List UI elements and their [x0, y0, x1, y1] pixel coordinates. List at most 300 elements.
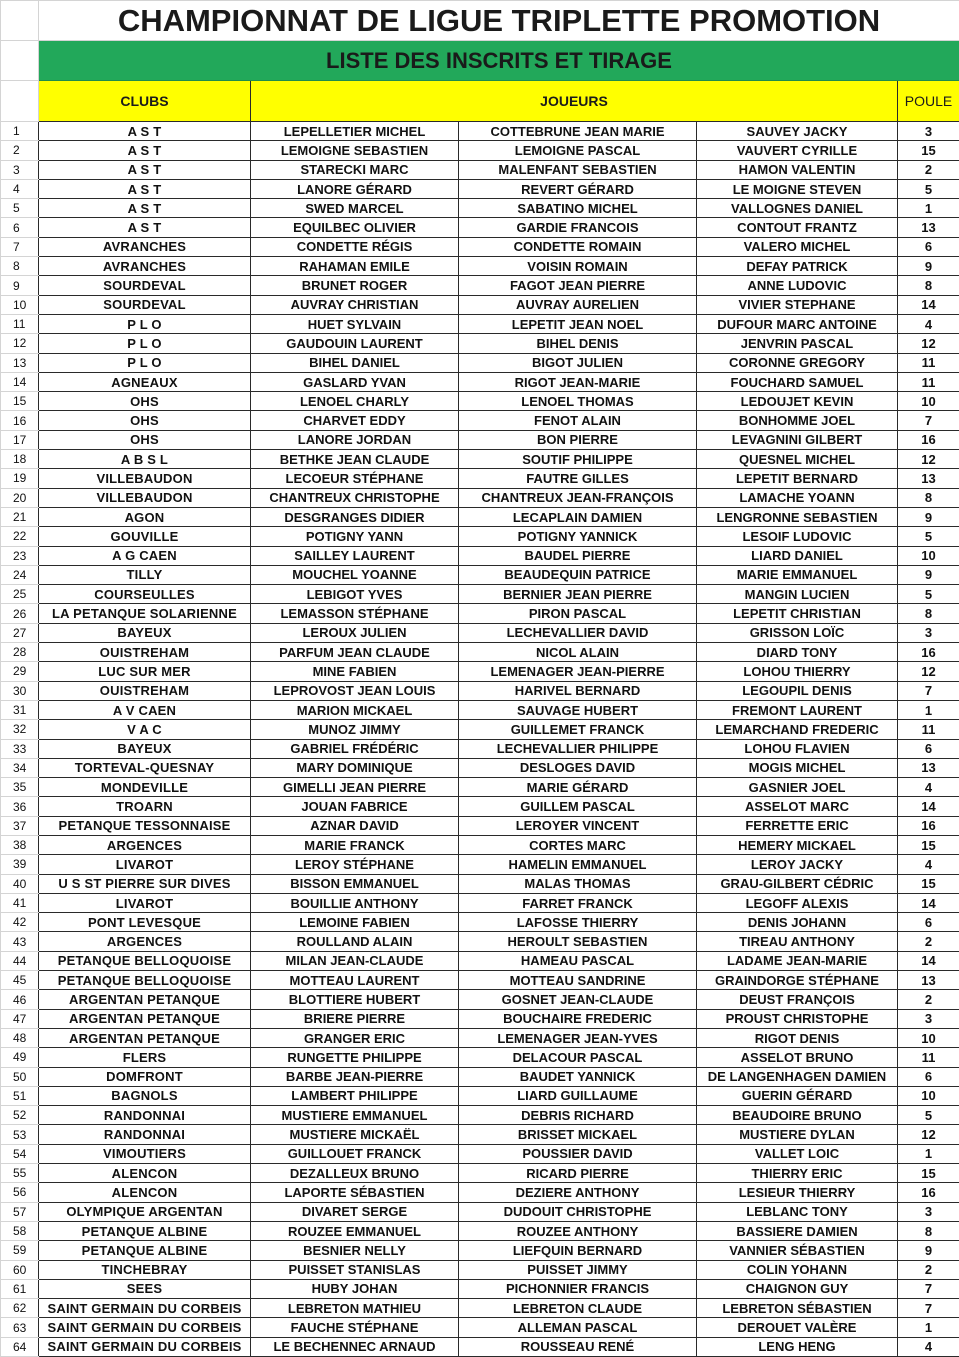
row-number: 6 [1, 218, 39, 237]
player-3-cell: MARIE EMMANUEL [697, 565, 898, 584]
row-number: 33 [1, 739, 39, 758]
player-1-cell: LENOEL CHARLY [251, 392, 459, 411]
row-number: 16 [1, 411, 39, 430]
table-row [1, 990, 959, 1009]
table-row [1, 295, 959, 314]
poule-cell: 5 [898, 1106, 959, 1125]
club-cell: SAINT GERMAIN DU CORBEIS [39, 1318, 251, 1337]
row-number: 51 [1, 1086, 39, 1105]
player-3-cell: ANNE LUDOVIC [697, 276, 898, 295]
poule-cell: 14 [898, 797, 959, 816]
table-row [1, 758, 959, 777]
player-3-cell: DENIS JOHANN [697, 913, 898, 932]
player-3-cell: MOGIS MICHEL [697, 758, 898, 777]
club-cell: BAYEUX [39, 623, 251, 642]
row-number: 40 [1, 874, 39, 893]
player-1-cell: FAUCHE STÉPHANE [251, 1318, 459, 1337]
club-cell: P L O [39, 314, 251, 333]
poule-cell: 7 [898, 681, 959, 700]
poule-cell: 10 [898, 546, 959, 565]
player-2-cell: LECHEVALLIER PHILIPPE [459, 739, 697, 758]
player-1-cell: GIMELLI JEAN PIERRE [251, 778, 459, 797]
player-1-cell: GASLARD YVAN [251, 372, 459, 391]
player-2-cell: PUISSET JIMMY [459, 1260, 697, 1279]
poule-cell: 4 [898, 314, 959, 333]
row-number: 10 [1, 295, 39, 314]
poule-cell: 11 [898, 1048, 959, 1067]
club-cell: PETANQUE ALBINE [39, 1241, 251, 1260]
club-cell: AVRANCHES [39, 237, 251, 256]
player-3-cell: GUERIN GÉRARD [697, 1086, 898, 1105]
row-number: 55 [1, 1164, 39, 1183]
table-row [1, 681, 959, 700]
club-cell: OLYMPIQUE ARGENTAN [39, 1202, 251, 1221]
player-3-cell: DEUST FRANÇOIS [697, 990, 898, 1009]
club-cell: A S T [39, 218, 251, 237]
player-3-cell: LENG HENG [697, 1337, 898, 1356]
poule-cell: 2 [898, 1260, 959, 1279]
player-2-cell: SABATINO MICHEL [459, 199, 697, 218]
player-2-cell: NICOL ALAIN [459, 643, 697, 662]
player-2-cell: LECHEVALLIER DAVID [459, 623, 697, 642]
poule-cell: 9 [898, 1241, 959, 1260]
row-number: 28 [1, 643, 39, 662]
table-row [1, 1183, 959, 1202]
player-1-cell: MUNOZ JIMMY [251, 720, 459, 739]
club-cell: ARGENTAN PETANQUE [39, 1028, 251, 1047]
player-2-cell: FARRET FRANCK [459, 893, 697, 912]
row-number: 44 [1, 951, 39, 970]
table-row [1, 816, 959, 835]
table-row [1, 662, 959, 681]
poule-cell: 9 [898, 257, 959, 276]
poule-cell: 4 [898, 855, 959, 874]
player-1-cell: LEMOINE FABIEN [251, 913, 459, 932]
club-cell: PETANQUE ALBINE [39, 1221, 251, 1240]
row-number: 30 [1, 681, 39, 700]
poule-cell: 16 [898, 816, 959, 835]
table-row [1, 122, 959, 141]
player-2-cell: REVERT GÉRARD [459, 179, 697, 198]
poule-cell: 9 [898, 565, 959, 584]
player-2-cell: LEROYER VINCENT [459, 816, 697, 835]
player-2-cell: DEBRIS RICHARD [459, 1106, 697, 1125]
club-cell: LUC SUR MER [39, 662, 251, 681]
player-2-cell: LIARD GUILLAUME [459, 1086, 697, 1105]
player-3-cell: GASNIER JOEL [697, 778, 898, 797]
table-row [1, 1337, 959, 1356]
club-cell: LIVAROT [39, 855, 251, 874]
player-3-cell: LEBRETON SÉBASTIEN [697, 1299, 898, 1318]
table-row [1, 604, 959, 623]
player-2-cell: BEAUDEQUIN PATRICE [459, 565, 697, 584]
player-3-cell: VALLET LOIC [697, 1144, 898, 1163]
table-row [1, 527, 959, 546]
poule-cell: 8 [898, 276, 959, 295]
table-row [1, 160, 959, 179]
player-3-cell: LEBLANC TONY [697, 1202, 898, 1221]
player-2-cell: LEMENAGER JEAN-YVES [459, 1028, 697, 1047]
table-row [1, 199, 959, 218]
poule-cell: 12 [898, 334, 959, 353]
row-number: 36 [1, 797, 39, 816]
poule-cell: 15 [898, 874, 959, 893]
player-2-cell: HARIVEL BERNARD [459, 681, 697, 700]
poule-cell: 11 [898, 720, 959, 739]
player-1-cell: LEBIGOT YVES [251, 585, 459, 604]
player-1-cell: BLOTTIERE HUBERT [251, 990, 459, 1009]
poule-cell: 12 [898, 1125, 959, 1144]
poule-cell: 5 [898, 179, 959, 198]
player-2-cell: RIGOT JEAN-MARIE [459, 372, 697, 391]
player-1-cell: BRIERE PIERRE [251, 1009, 459, 1028]
player-2-cell: DESLOGES DAVID [459, 758, 697, 777]
club-cell: U S ST PIERRE SUR DIVES [39, 874, 251, 893]
row-number: 11 [1, 314, 39, 333]
table-row [1, 1028, 959, 1047]
club-cell: PETANQUE TESSONNAISE [39, 816, 251, 835]
player-1-cell: HUBY JOHAN [251, 1279, 459, 1298]
player-3-cell: LIARD DANIEL [697, 546, 898, 565]
club-cell: TINCHEBRAY [39, 1260, 251, 1279]
poule-cell: 16 [898, 430, 959, 449]
table-row [1, 392, 959, 411]
player-3-cell: DEROUET VALÈRE [697, 1318, 898, 1337]
poule-cell: 10 [898, 1086, 959, 1105]
table-row [1, 237, 959, 256]
club-cell: VILLEBAUDON [39, 469, 251, 488]
club-cell: ALENCON [39, 1183, 251, 1202]
player-3-cell: LENGRONNE SEBASTIEN [697, 507, 898, 526]
player-1-cell: LANORE JORDAN [251, 430, 459, 449]
row-number: 17 [1, 430, 39, 449]
player-3-cell: GRAU-GILBERT CÉDRIC [697, 874, 898, 893]
table-row [1, 565, 959, 584]
club-cell: LA PETANQUE SOLARIENNE [39, 604, 251, 623]
row-number: 26 [1, 604, 39, 623]
club-cell: AGON [39, 507, 251, 526]
player-3-cell: LESIEUR THIERRY [697, 1183, 898, 1202]
poule-cell: 8 [898, 604, 959, 623]
club-cell: ARGENTAN PETANQUE [39, 990, 251, 1009]
poule-cell: 8 [898, 488, 959, 507]
table-row [1, 1125, 959, 1144]
player-1-cell: LEMASSON STÉPHANE [251, 604, 459, 623]
player-3-cell: GRISSON LOÏC [697, 623, 898, 642]
player-3-cell: FERRETTE ERIC [697, 816, 898, 835]
table-row [1, 874, 959, 893]
player-1-cell: BOUILLIE ANTHONY [251, 893, 459, 912]
player-2-cell: HAMEAU PASCAL [459, 951, 697, 970]
club-cell: COURSEULLES [39, 585, 251, 604]
player-2-cell: GUILLEM PASCAL [459, 797, 697, 816]
player-2-cell: MOTTEAU SANDRINE [459, 971, 697, 990]
table-row [1, 1067, 959, 1086]
player-3-cell: DIARD TONY [697, 643, 898, 662]
row-number: 2 [1, 141, 39, 160]
player-1-cell: GUILLOUET FRANCK [251, 1144, 459, 1163]
player-2-cell: BON PIERRE [459, 430, 697, 449]
player-2-cell: LAFOSSE THIERRY [459, 913, 697, 932]
poule-cell: 10 [898, 1028, 959, 1047]
player-2-cell: SOUTIF PHILIPPE [459, 450, 697, 469]
club-cell: SAINT GERMAIN DU CORBEIS [39, 1299, 251, 1318]
player-1-cell: SAILLEY LAURENT [251, 546, 459, 565]
club-cell: A V CAEN [39, 700, 251, 719]
corner-cell [1, 81, 39, 122]
poule-cell: 11 [898, 372, 959, 391]
club-cell: A G CAEN [39, 546, 251, 565]
player-3-cell: DEFAY PATRICK [697, 257, 898, 276]
row-number: 52 [1, 1106, 39, 1125]
player-1-cell: PUISSET STANISLAS [251, 1260, 459, 1279]
player-2-cell: BAUDEL PIERRE [459, 546, 697, 565]
poule-cell: 13 [898, 218, 959, 237]
player-3-cell: LE MOIGNE STEVEN [697, 179, 898, 198]
player-3-cell: LADAME JEAN-MARIE [697, 951, 898, 970]
player-1-cell: STARECKI MARC [251, 160, 459, 179]
club-cell: RANDONNAI [39, 1106, 251, 1125]
player-2-cell: LEBRETON CLAUDE [459, 1299, 697, 1318]
club-cell: V A C [39, 720, 251, 739]
player-3-cell: LOHOU THIERRY [697, 662, 898, 681]
table-row [1, 1279, 959, 1298]
poule-cell: 7 [898, 411, 959, 430]
club-cell: FLERS [39, 1048, 251, 1067]
table-row [1, 1086, 959, 1105]
player-2-cell: LEPETIT JEAN NOEL [459, 314, 697, 333]
table-row [1, 1009, 959, 1028]
player-2-cell: ROUZEE ANTHONY [459, 1221, 697, 1240]
player-3-cell: DUFOUR MARC ANTOINE [697, 314, 898, 333]
player-2-cell: GUILLEMET FRANCK [459, 720, 697, 739]
row-number: 60 [1, 1260, 39, 1279]
player-2-cell: BERNIER JEAN PIERRE [459, 585, 697, 604]
poule-cell: 3 [898, 623, 959, 642]
table-row [1, 700, 959, 719]
player-3-cell: LAMACHE YOANN [697, 488, 898, 507]
club-cell: BAGNOLS [39, 1086, 251, 1105]
player-3-cell: VALERO MICHEL [697, 237, 898, 256]
player-3-cell: LEROY JACKY [697, 855, 898, 874]
player-3-cell: LEPETIT CHRISTIAN [697, 604, 898, 623]
table-row [1, 585, 959, 604]
player-2-cell: BRISSET MICKAEL [459, 1125, 697, 1144]
player-1-cell: HUET SYLVAIN [251, 314, 459, 333]
page-title: CHAMPIONNAT DE LIGUE TRIPLETTE PROMOTION [39, 1, 959, 41]
poule-cell: 15 [898, 141, 959, 160]
club-cell: ARGENTAN PETANQUE [39, 1009, 251, 1028]
player-3-cell: COLIN YOHANN [697, 1260, 898, 1279]
poule-cell: 6 [898, 913, 959, 932]
club-cell: LIVAROT [39, 893, 251, 912]
player-3-cell: CONTOUT FRANTZ [697, 218, 898, 237]
player-2-cell: GOSNET JEAN-CLAUDE [459, 990, 697, 1009]
player-3-cell: SAUVEY JACKY [697, 122, 898, 141]
player-2-cell: ROUSSEAU RENÉ [459, 1337, 697, 1356]
player-3-cell: QUESNEL MICHEL [697, 450, 898, 469]
player-3-cell: VALLOGNES DANIEL [697, 199, 898, 218]
player-3-cell: VANNIER SÉBASTIEN [697, 1241, 898, 1260]
player-2-cell: LEMENAGER JEAN-PIERRE [459, 662, 697, 681]
player-1-cell: GRANGER ERIC [251, 1028, 459, 1047]
player-1-cell: CONDETTE RÉGIS [251, 237, 459, 256]
poule-cell: 13 [898, 758, 959, 777]
club-cell: A S T [39, 160, 251, 179]
club-cell: P L O [39, 353, 251, 372]
player-1-cell: ROUZEE EMMANUEL [251, 1221, 459, 1240]
poule-cell: 4 [898, 1337, 959, 1356]
player-3-cell: LESOIF LUDOVIC [697, 527, 898, 546]
corner-cell [1, 1, 39, 41]
table-row [1, 430, 959, 449]
table-row [1, 1048, 959, 1067]
player-3-cell: BASSIERE DAMIEN [697, 1221, 898, 1240]
player-2-cell: HAMELIN EMMANUEL [459, 855, 697, 874]
table-row [1, 913, 959, 932]
club-cell: PONT LEVESQUE [39, 913, 251, 932]
player-2-cell: LIEFQUIN BERNARD [459, 1241, 697, 1260]
table-row [1, 932, 959, 951]
player-3-cell: LEDOUJET KEVIN [697, 392, 898, 411]
poule-cell: 13 [898, 469, 959, 488]
row-number: 1 [1, 122, 39, 141]
club-cell: VILLEBAUDON [39, 488, 251, 507]
player-3-cell: DE LANGENHAGEN DAMIEN [697, 1067, 898, 1086]
row-number: 62 [1, 1299, 39, 1318]
poule-cell: 14 [898, 295, 959, 314]
club-cell: PETANQUE BELLOQUOISE [39, 951, 251, 970]
player-1-cell: BISSON EMMANUEL [251, 874, 459, 893]
row-number: 12 [1, 334, 39, 353]
club-cell: MONDEVILLE [39, 778, 251, 797]
table-row [1, 1299, 959, 1318]
poule-cell: 12 [898, 450, 959, 469]
row-number: 25 [1, 585, 39, 604]
club-cell: TILLY [39, 565, 251, 584]
player-2-cell: BIGOT JULIEN [459, 353, 697, 372]
poule-cell: 11 [898, 353, 959, 372]
club-cell: RANDONNAI [39, 1125, 251, 1144]
poule-cell: 3 [898, 1009, 959, 1028]
club-cell: GOUVILLE [39, 527, 251, 546]
club-cell: BAYEUX [39, 739, 251, 758]
player-3-cell: FREMONT LAURENT [697, 700, 898, 719]
club-cell: TROARN [39, 797, 251, 816]
club-cell: PETANQUE BELLOQUOISE [39, 971, 251, 990]
table-row [1, 372, 959, 391]
player-2-cell: AUVRAY AURELIEN [459, 295, 697, 314]
player-2-cell: PICHONNIER FRANCIS [459, 1279, 697, 1298]
player-1-cell: CHARVET EDDY [251, 411, 459, 430]
corner-cell [1, 41, 39, 81]
row-number: 23 [1, 546, 39, 565]
row-number: 13 [1, 353, 39, 372]
club-cell: SAINT GERMAIN DU CORBEIS [39, 1337, 251, 1356]
player-3-cell: THIERRY ERIC [697, 1164, 898, 1183]
player-2-cell: CHANTREUX JEAN-FRANÇOIS [459, 488, 697, 507]
player-3-cell: LOHOU FLAVIEN [697, 739, 898, 758]
row-number: 29 [1, 662, 39, 681]
row-number: 50 [1, 1067, 39, 1086]
table-row [1, 507, 959, 526]
player-1-cell: MOTTEAU LAURENT [251, 971, 459, 990]
table-row [1, 797, 959, 816]
row-number: 63 [1, 1318, 39, 1337]
player-2-cell: LENOEL THOMAS [459, 392, 697, 411]
poule-cell: 7 [898, 1279, 959, 1298]
poule-cell: 15 [898, 1164, 959, 1183]
row-number: 45 [1, 971, 39, 990]
poule-cell: 1 [898, 1318, 959, 1337]
row-number: 19 [1, 469, 39, 488]
table-row [1, 1221, 959, 1240]
player-2-cell: ALLEMAN PASCAL [459, 1318, 697, 1337]
club-cell: OHS [39, 411, 251, 430]
player-3-cell: MUSTIERE DYLAN [697, 1125, 898, 1144]
row-number: 31 [1, 700, 39, 719]
clubs-header: CLUBS [39, 81, 251, 122]
player-1-cell: DIVARET SERGE [251, 1202, 459, 1221]
player-1-cell: GAUDOUIN LAURENT [251, 334, 459, 353]
row-number: 15 [1, 392, 39, 411]
joueurs-header: JOUEURS [251, 81, 898, 122]
row-number: 37 [1, 816, 39, 835]
table-row [1, 951, 959, 970]
player-1-cell: MUSTIERE EMMANUEL [251, 1106, 459, 1125]
table-row [1, 276, 959, 295]
player-3-cell: JENVRIN PASCAL [697, 334, 898, 353]
row-number: 47 [1, 1009, 39, 1028]
table-row [1, 1144, 959, 1163]
player-2-cell: DEZIERE ANTHONY [459, 1183, 697, 1202]
poule-header: POULE [898, 81, 959, 122]
poule-cell: 4 [898, 778, 959, 797]
row-number: 22 [1, 527, 39, 546]
row-number: 21 [1, 507, 39, 526]
player-3-cell: RIGOT DENIS [697, 1028, 898, 1047]
page-subtitle: LISTE DES INSCRITS ET TIRAGE [39, 41, 959, 81]
row-number: 14 [1, 372, 39, 391]
player-1-cell: LEROY STÉPHANE [251, 855, 459, 874]
club-cell: OUISTREHAM [39, 681, 251, 700]
row-number: 18 [1, 450, 39, 469]
club-cell: A S T [39, 199, 251, 218]
player-1-cell: LAPORTE SÉBASTIEN [251, 1183, 459, 1202]
row-number: 54 [1, 1144, 39, 1163]
player-2-cell: MARIE GÉRARD [459, 778, 697, 797]
table-row [1, 643, 959, 662]
poule-cell: 13 [898, 971, 959, 990]
poule-cell: 1 [898, 700, 959, 719]
player-1-cell: LECOEUR STÉPHANE [251, 469, 459, 488]
player-1-cell: SWED MARCEL [251, 199, 459, 218]
player-1-cell: LEMOIGNE SEBASTIEN [251, 141, 459, 160]
poule-cell: 2 [898, 990, 959, 1009]
poule-cell: 14 [898, 951, 959, 970]
row-number: 53 [1, 1125, 39, 1144]
club-cell: AVRANCHES [39, 257, 251, 276]
player-3-cell: MANGIN LUCIEN [697, 585, 898, 604]
player-2-cell: GARDIE FRANCOIS [459, 218, 697, 237]
player-2-cell: FAGOT JEAN PIERRE [459, 276, 697, 295]
table-row [1, 778, 959, 797]
player-1-cell: RAHAMAN EMILE [251, 257, 459, 276]
club-cell: ARGENCES [39, 835, 251, 854]
poule-cell: 7 [898, 1299, 959, 1318]
table-row [1, 179, 959, 198]
club-cell: SEES [39, 1279, 251, 1298]
